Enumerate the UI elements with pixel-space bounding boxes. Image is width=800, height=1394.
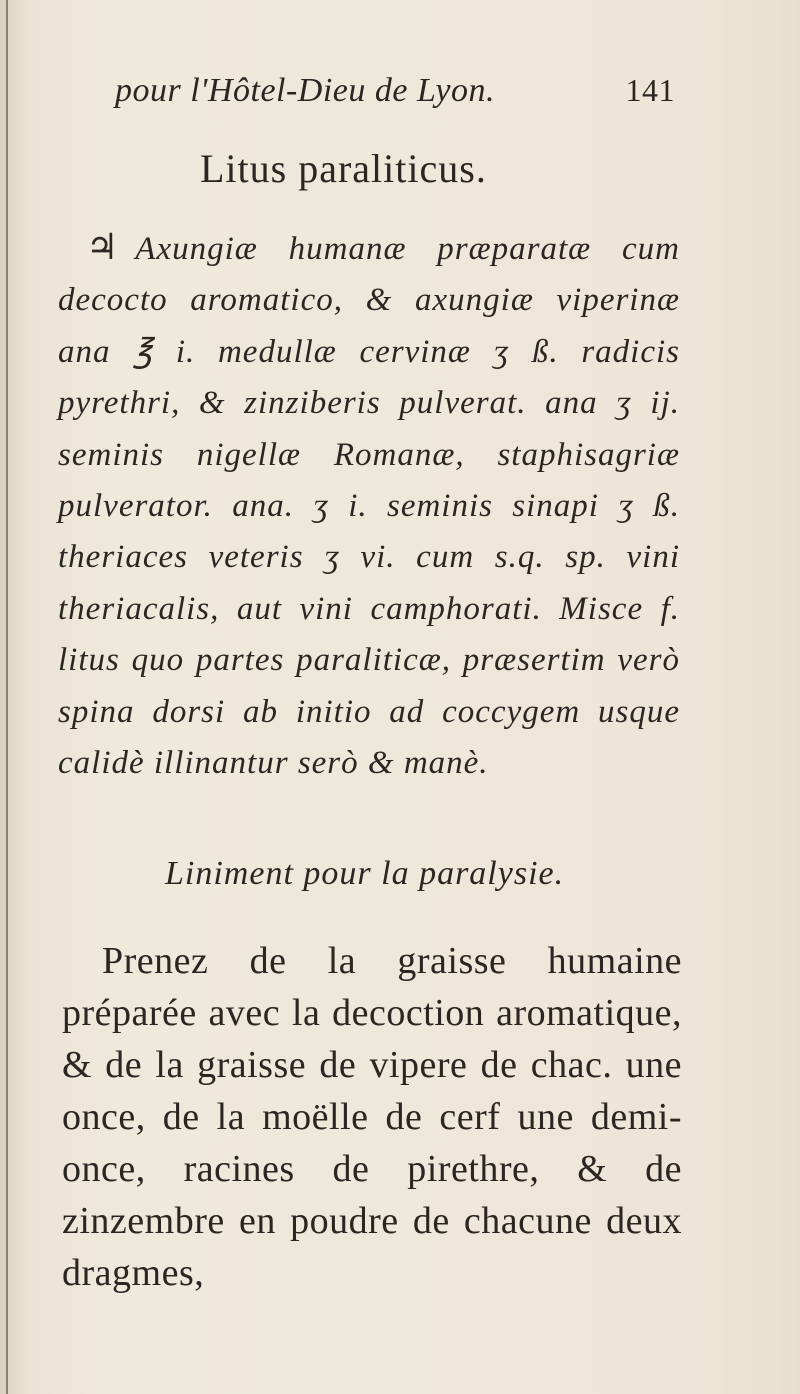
french-recipe-body: Prenez de la graisse humaine préparée avec la decoction aromatique, & de la graisse de vipere de chac. une once, de la moëlle de cerf une demi-once, racines de pirethre, & de zinzembre en poudre de chacune deux dragmes, — [62, 940, 682, 1294]
recipe-symbol-icon: ♃ — [86, 227, 120, 267]
latin-recipe-text: Axungiæ humanæ præparatæ cum decocto aromatico, & axungiæ viperinæ ana ℥ i. medullæ cervinæ ʒ ß. radicis pyrethri, & zinziberis pulverat. ana ʒ ij. seminis nigellæ Romanæ, staphisagriæ pulverator. ana. ʒ i. seminis sinapi ʒ ß. theriaces veteris ʒ vi. cum s.q. sp. vini theriacalis, aut vini camphorati. Misce f. litus quo partes paraliticæ, præsertim verò spina dorsi ab initio ad coccygem usque calidè illinantur serò & manè. — [58, 231, 680, 782]
page-edge — [6, 0, 8, 1394]
french-recipe-title: Liniment pour la paralysie. — [165, 855, 565, 892]
latin-recipe-title: Litus paraliticus. — [200, 146, 487, 191]
running-header — [115, 72, 675, 110]
page-number: 141 — [625, 72, 675, 108]
latin-recipe-body — [58, 222, 680, 789]
running-title: pour l'Hôtel-Dieu de Lyon. — [115, 72, 495, 109]
